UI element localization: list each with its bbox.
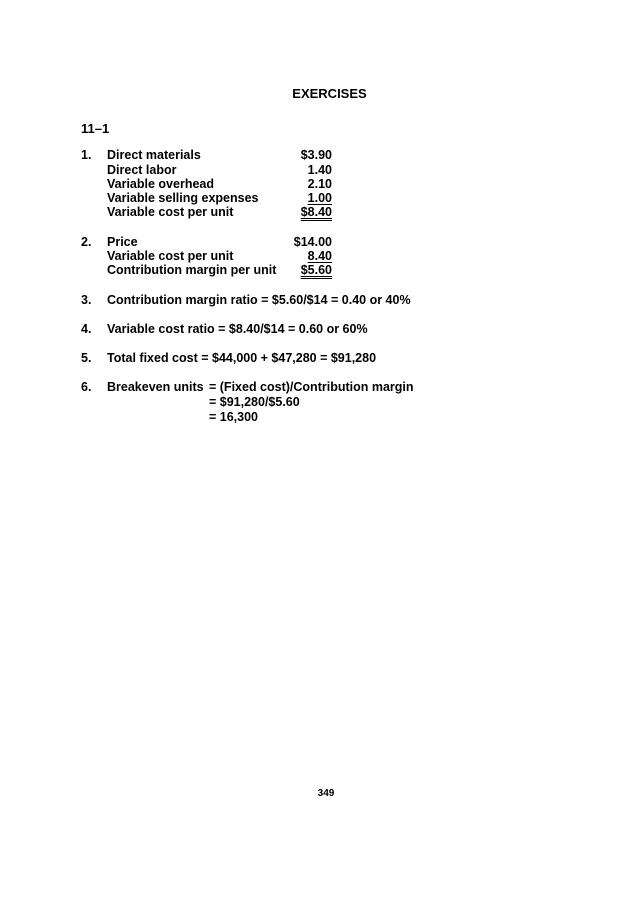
item-1-row-label: Direct labor — [107, 163, 177, 177]
item-1-row-label: Direct materials — [107, 148, 201, 162]
item-2-row-label: Variable cost per unit — [107, 249, 234, 263]
item-1-row-amount: 2.10 — [307, 177, 332, 191]
item-2-row-amount: 8.40 — [307, 249, 332, 263]
item-3-text: Contribution margin ratio = $5.60/$14 = 0.40 or 40% — [107, 293, 411, 307]
item-1-row-amount: $3.90 — [300, 148, 332, 162]
item-2-row-label: Contribution margin per unit — [107, 263, 277, 277]
item-6-number: 6. — [81, 380, 92, 394]
item-1-number: 1. — [81, 148, 92, 162]
item-5-text: Total fixed cost = $44,000 + $47,280 = $91,280 — [107, 351, 377, 365]
section-id: 11–1 — [81, 121, 110, 136]
item-2-row-amount: $14.00 — [293, 235, 332, 249]
item-2-number: 2. — [81, 235, 92, 249]
item-5-number: 5. — [81, 351, 92, 365]
page-title: EXERCISES — [292, 86, 367, 101]
item-2-row-label: Price — [107, 235, 138, 249]
item-1-row-label: Variable selling expenses — [107, 191, 259, 205]
item-6-formula-line: = 16,300 — [209, 410, 259, 424]
item-6-formula-line: = $91,280/$5.60 — [209, 395, 300, 409]
item-4-text: Variable cost ratio = $8.40/$14 = 0.60 or 60% — [107, 322, 368, 336]
item-1-row-amount: $8.40 — [300, 205, 332, 219]
item-3-number: 3. — [81, 293, 92, 307]
item-6-label: Breakeven units — [107, 380, 204, 394]
item-6-formula-line: = (Fixed cost)/Contribution margin — [209, 380, 414, 394]
item-1-row-amount: 1.40 — [307, 163, 332, 177]
page-number: 349 — [317, 788, 335, 799]
item-1-row-label: Variable cost per unit — [107, 205, 234, 219]
item-1-row-label: Variable overhead — [107, 177, 215, 191]
item-4-number: 4. — [81, 322, 92, 336]
item-2-row-amount: $5.60 — [300, 263, 332, 277]
item-1-row-amount: 1.00 — [307, 191, 332, 205]
